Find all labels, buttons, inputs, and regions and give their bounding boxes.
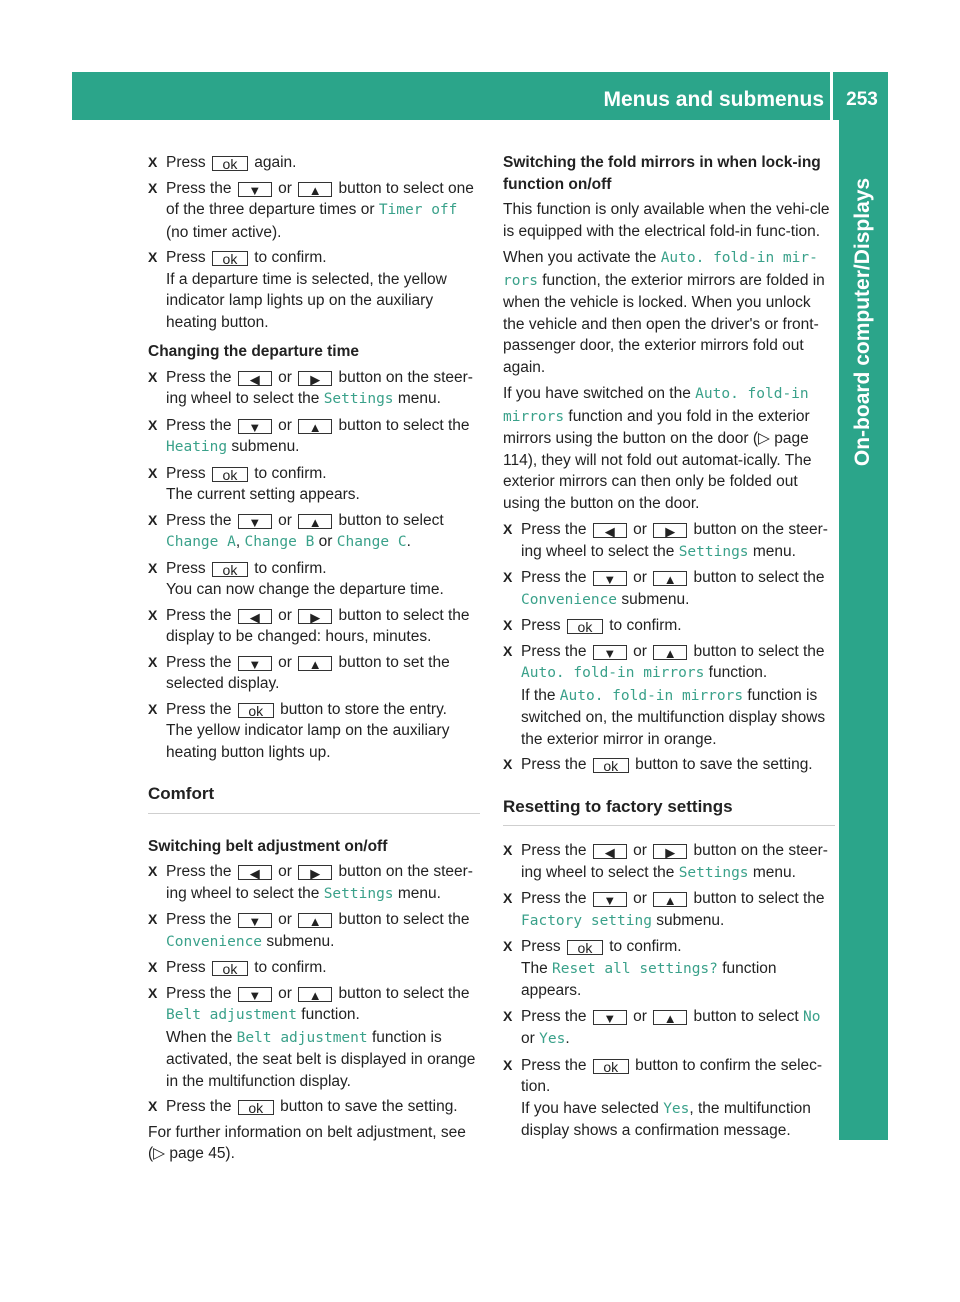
belt-reference-note: For further information on belt adjustment, see (▷ page 45). xyxy=(148,1123,466,1162)
step-bullet: X xyxy=(148,959,158,975)
display-text-no: No xyxy=(802,1008,821,1025)
page-reference-link[interactable]: page 45). xyxy=(169,1145,235,1162)
heading-factory-reset: Resetting to factory settings xyxy=(503,796,835,827)
left-key-icon: ◀ xyxy=(238,371,272,386)
step-select-departure-time: X Press the ▼ or ▲ button to select one of the three departure times or Timer off (no timer active). xyxy=(148,179,474,241)
page-reference-link[interactable]: page 114), they will not fold out automat-ically. The exterior mirrors can then only be folded out using the button on the door. xyxy=(503,430,812,512)
heading-changing-departure-time: Changing the departure time xyxy=(148,343,359,360)
left-key-icon: ◀ xyxy=(238,609,272,624)
right-key-icon: ▶ xyxy=(653,523,687,538)
step-fold-confirm: X Press ok to confirm. xyxy=(503,617,682,635)
right-key-icon: ▶ xyxy=(298,609,332,624)
left-key-icon: ◀ xyxy=(593,523,627,538)
step-set-display: X Press the ▼ or ▲ button to set the selected display. xyxy=(148,653,450,692)
up-key-icon: ▲ xyxy=(298,656,332,671)
step-bullet: X xyxy=(148,154,158,170)
ok-key-icon: ok xyxy=(212,562,248,577)
fold-availability-text: This function is only available when the vehi-cle is equipped with the electrical fold-in func-tion. xyxy=(503,201,830,240)
step-belt-function: X Press the ▼ or ▲ button to select the Belt adjustment function. When the Belt adjustment function is activated, the seat belt is displayed in orange in the multifunction display. xyxy=(148,984,476,1090)
display-text-change-a: Change A xyxy=(166,534,236,550)
page-section-title: Menus and submenus xyxy=(603,88,824,111)
step-bullet: X xyxy=(503,842,513,858)
right-key-icon: ▶ xyxy=(653,844,687,859)
step-reset-final-confirm: X Press the ok button to confirm the selec-tion. If you have selected Yes, the multifunction display shows a confirmation message. xyxy=(503,1056,823,1139)
step-confirm-departure: X Press ok to confirm. If a departure time is selected, the yellow indicator lamp lights up on the auxiliary heating button. xyxy=(148,249,447,331)
step-bullet: X xyxy=(503,1056,513,1073)
down-key-icon: ▼ xyxy=(238,987,272,1002)
ok-key-icon: ok xyxy=(212,251,248,266)
chapter-tab-label: On-board computer/Displays xyxy=(851,177,874,467)
step-bullet: X xyxy=(148,416,158,433)
display-text-timer-off: Timer off xyxy=(378,202,458,218)
step-bullet: X xyxy=(148,700,158,717)
page-reference-arrow-icon: ▷ xyxy=(153,1145,166,1162)
display-text-auto-fold-in-mirrors: Auto. fold-in mirrors xyxy=(559,687,744,704)
ok-key-icon: ok xyxy=(238,1100,274,1115)
fold-activation-text: When you activate the Auto. fold-in mir-rors function, the exterior mirrors are folded in when the vehicle is locked. When you unlock the vehicle and then open the driver's or front-passenger door, the exterior mirrors fold out again. xyxy=(503,249,825,376)
step-bullet: X xyxy=(148,179,158,196)
up-key-icon: ▲ xyxy=(298,987,332,1002)
display-text-yes: Yes xyxy=(539,1031,566,1047)
step-select-settings-menu: X Press the ◀ or ▶ button on the steer-ing wheel to select the Settings menu. xyxy=(148,368,473,407)
right-key-icon: ▶ xyxy=(298,865,332,880)
down-key-icon: ▼ xyxy=(238,913,272,928)
fold-manual-text: If you have switched on the Auto. fold-in mirrors function and you fold in the exterior mirrors using the button on the door (▷ page 114), they will not fold out automat-ically. The exterior mirrors can then only be folded out using the button on the door. xyxy=(503,385,812,512)
up-key-icon: ▲ xyxy=(298,419,332,434)
step-select-heating-submenu: X Press the ▼ or ▲ button to select the Heating submenu. xyxy=(148,416,470,455)
right-key-icon: ▶ xyxy=(298,371,332,386)
step-bullet: X xyxy=(503,521,513,537)
up-key-icon: ▲ xyxy=(653,892,687,907)
step-reset-select-answer: X Press the ▼ or ▲ button to select No or Yes. xyxy=(503,1007,821,1047)
step-reset-factory-submenu: X Press the ▼ or ▲ button to select the Factory setting submenu. xyxy=(503,890,825,929)
step-bullet: X xyxy=(148,511,158,528)
ok-key-icon: ok xyxy=(212,961,248,976)
heading-fold-mirrors: Switching the fold mirrors in when lock-ing function on/off xyxy=(503,154,821,193)
step-bullet: X xyxy=(148,368,158,385)
down-key-icon: ▼ xyxy=(238,182,272,197)
step-fold-save: X Press the ok button to save the setting. xyxy=(503,756,813,774)
step-confirm-heating: X Press ok to confirm. The current setting appears. xyxy=(148,464,360,503)
heading-comfort: Comfort xyxy=(148,783,480,814)
ok-key-icon: ok xyxy=(593,758,629,773)
display-text-auto-fold-in-mirrors: Auto. fold-in mir-rors xyxy=(503,250,818,289)
ok-key-icon: ok xyxy=(567,619,603,634)
step-bullet: X xyxy=(503,1007,513,1024)
step-belt-settings-menu: X Press the ◀ or ▶ button on the steer-ing wheel to select the Settings menu. xyxy=(148,863,473,902)
down-key-icon: ▼ xyxy=(593,892,627,907)
step-bullet: X xyxy=(148,249,158,265)
step-bullet: X xyxy=(148,653,158,670)
display-text-settings: Settings xyxy=(323,885,394,902)
display-text-settings: Settings xyxy=(678,864,749,881)
display-text-factory-setting: Factory setting xyxy=(521,912,652,929)
step-bullet: X xyxy=(503,938,513,954)
page-reference-arrow-icon: ▷ xyxy=(758,430,770,447)
step-bullet: X xyxy=(148,863,158,879)
down-key-icon: ▼ xyxy=(593,645,627,660)
down-key-icon: ▼ xyxy=(593,1010,627,1025)
step-store-entry: X Press the ok button to store the entry. The yellow indicator lamp on the auxiliary heating button lights up. xyxy=(148,700,450,761)
ok-key-icon: ok xyxy=(212,467,248,482)
step-bullet: X xyxy=(148,911,158,927)
ok-key-icon: ok xyxy=(593,1059,629,1074)
up-key-icon: ▲ xyxy=(298,182,332,197)
step-confirm-change: X Press ok to confirm. You can now change the departure time. xyxy=(148,559,444,598)
page-number: 253 xyxy=(846,89,878,110)
step-bullet: X xyxy=(148,1098,158,1114)
up-key-icon: ▲ xyxy=(653,645,687,660)
up-key-icon: ▲ xyxy=(653,571,687,586)
step-fold-function: X Press the ▼ or ▲ button to select the Auto. fold-in mirrors function. If the Auto. fold-in mirrors function is switched on, the multifunction display shows the exterior mirror in orange. xyxy=(503,642,826,748)
display-text-auto-fold-in-mirrors: Auto. fold-in mirrors xyxy=(521,665,705,681)
display-text-yes: Yes xyxy=(663,1100,690,1117)
step-bullet: X xyxy=(148,464,158,481)
left-column xyxy=(148,152,480,1170)
up-key-icon: ▲ xyxy=(298,514,332,529)
step-bullet: X xyxy=(148,984,158,1001)
step-bullet: X xyxy=(148,559,158,576)
left-key-icon: ◀ xyxy=(238,865,272,880)
display-text-settings: Settings xyxy=(678,543,749,560)
display-text-auto-fold-in-mirrors: Auto. fold-in mirrors xyxy=(503,386,809,425)
step-reset-confirm: X Press ok to confirm. The Reset all settings? function appears. xyxy=(503,938,777,999)
step-select-display-part: X Press the ◀ or ▶ button to select the display to be changed: hours, minutes. xyxy=(148,606,470,645)
step-bullet: X xyxy=(503,642,513,659)
down-key-icon: ▼ xyxy=(238,514,272,529)
step-belt-save: X Press the ok button to save the setting. xyxy=(148,1098,458,1116)
down-key-icon: ▼ xyxy=(593,571,627,586)
display-text-reset-all-settings: Reset all settings? xyxy=(552,960,718,977)
step-bullet: X xyxy=(503,890,513,906)
display-text-settings: Settings xyxy=(323,391,394,407)
step-bullet: X xyxy=(148,606,158,623)
step-bullet: X xyxy=(503,569,513,585)
right-column xyxy=(503,152,835,1146)
step-reset-settings-menu: X Press the ◀ or ▶ button on the steer-ing wheel to select the Settings menu. xyxy=(503,842,828,881)
ok-key-icon: ok xyxy=(567,940,603,955)
down-key-icon: ▼ xyxy=(238,656,272,671)
step-fold-settings-menu: X Press the ◀ or ▶ button on the steer-ing wheel to select the Settings menu. xyxy=(503,521,828,560)
display-text-belt-adjustment: Belt adjustment xyxy=(236,1029,368,1046)
display-text-change-c: Change C xyxy=(336,534,407,550)
ok-key-icon: ok xyxy=(238,703,274,718)
left-key-icon: ◀ xyxy=(593,844,627,859)
heading-belt-adjustment: Switching belt adjustment on/off xyxy=(148,837,388,855)
ok-key-icon: ok xyxy=(212,156,248,171)
step-fold-convenience: X Press the ▼ or ▲ button to select the Convenience submenu. xyxy=(503,569,825,608)
down-key-icon: ▼ xyxy=(238,419,272,434)
step-press-ok-again: X Press ok again. xyxy=(148,154,297,172)
step-belt-convenience: X Press the ▼ or ▲ button to select the Convenience submenu. xyxy=(148,911,470,950)
display-text-heating: Heating xyxy=(166,439,228,455)
step-bullet: X xyxy=(503,756,513,772)
display-text-convenience: Convenience xyxy=(521,591,618,608)
display-text-convenience: Convenience xyxy=(166,933,263,950)
step-bullet: X xyxy=(503,617,513,633)
up-key-icon: ▲ xyxy=(653,1010,687,1025)
display-text-belt-adjustment: Belt adjustment xyxy=(166,1007,297,1023)
up-key-icon: ▲ xyxy=(298,913,332,928)
step-select-change: X Press the ▼ or ▲ button to select Change A, Change B or Change C. xyxy=(148,511,444,550)
header-separator xyxy=(830,72,833,120)
display-text-change-b: Change B xyxy=(244,534,315,550)
step-belt-confirm: X Press ok to confirm. xyxy=(148,959,327,977)
